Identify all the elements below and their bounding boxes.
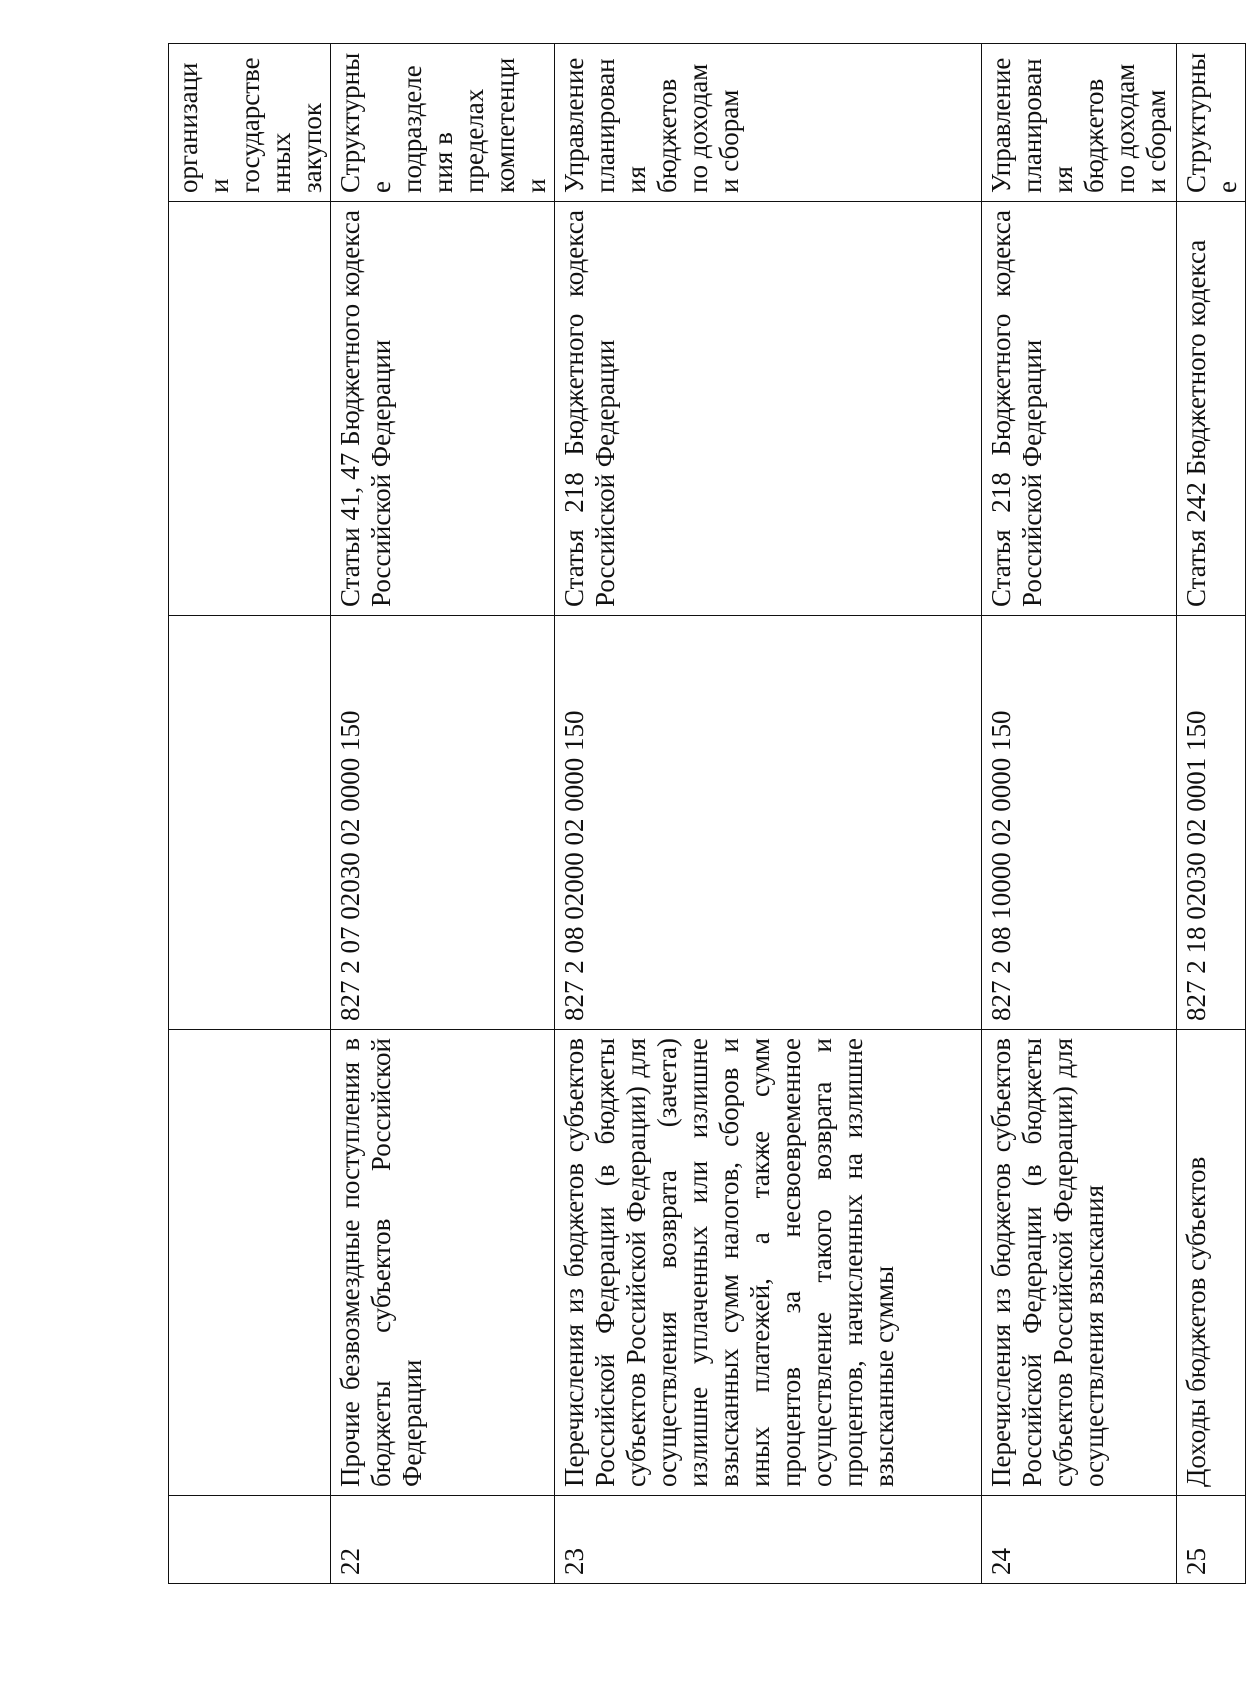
- cell-num: 22: [331, 1496, 555, 1584]
- table-row: [1177, 44, 1246, 1584]
- table-row: [331, 44, 555, 1584]
- cell-code: [169, 616, 331, 1030]
- cell-name: Прочие безвозмездные поступления в бюджеты субъектов Российской Федерации: [331, 1030, 555, 1496]
- cell-num: 25: [1177, 1496, 1246, 1584]
- cell-num: 24: [982, 1496, 1177, 1584]
- table-row: [982, 44, 1177, 1584]
- cell-code: 827 2 18 02030 02 0001 150: [1177, 616, 1246, 1030]
- cell-code: 827 2 08 10000 02 0000 150: [982, 616, 1177, 1030]
- cell-name: Доходы бюджетов субъектов: [1177, 1030, 1246, 1496]
- cell-num: [169, 1496, 331, 1584]
- table-row-continued: [169, 44, 331, 1584]
- revenue-table: [168, 43, 1246, 1584]
- cell-basis: Статья 218 Бюджетного кодекса Российской Федерации: [982, 202, 1177, 616]
- cell-basis: Статья 218 Бюджетного кодекса Российской Федерации: [555, 202, 982, 616]
- cell-responsible: организации государственных закупок: [169, 44, 331, 202]
- cell-basis: [169, 202, 331, 616]
- cell-name: Перечисления из бюджетов субъектов Российской Федерации (в бюджеты субъектов Российской Федерации) для осуществления взыскания: [982, 1030, 1177, 1496]
- cell-num: 23: [555, 1496, 982, 1584]
- cell-responsible: Управление планирования бюджетов по доходам и сборам: [982, 44, 1177, 202]
- cell-responsible: Структурные: [1177, 44, 1246, 202]
- cell-name: Перечисления из бюджетов субъектов Российской Федерации (в бюджеты субъектов Российской Федерации) для осуществления возврата (зачета) излишне уплаченных или излишне взысканных сумм налогов, сборов и иных платежей, а также сумм процентов за несвоевременное осуществление такого возврата и процентов, начисленных на излишне взысканные суммы: [555, 1030, 982, 1496]
- cell-basis: Статьи 41, 47 Бюджетного кодекса Российской Федерации: [331, 202, 555, 616]
- cell-code: 827 2 07 02030 02 0000 150: [331, 616, 555, 1030]
- cell-code: 827 2 08 02000 02 0000 150: [555, 616, 982, 1030]
- cell-responsible: Управление планирования бюджетов по доходам и сборам: [555, 44, 982, 202]
- cell-name: [169, 1030, 331, 1496]
- cell-responsible: Структурные подразделения в пределах компетенции: [331, 44, 555, 202]
- cell-basis: Статья 242 Бюджетного кодекса: [1177, 202, 1246, 616]
- table-row: [555, 44, 982, 1584]
